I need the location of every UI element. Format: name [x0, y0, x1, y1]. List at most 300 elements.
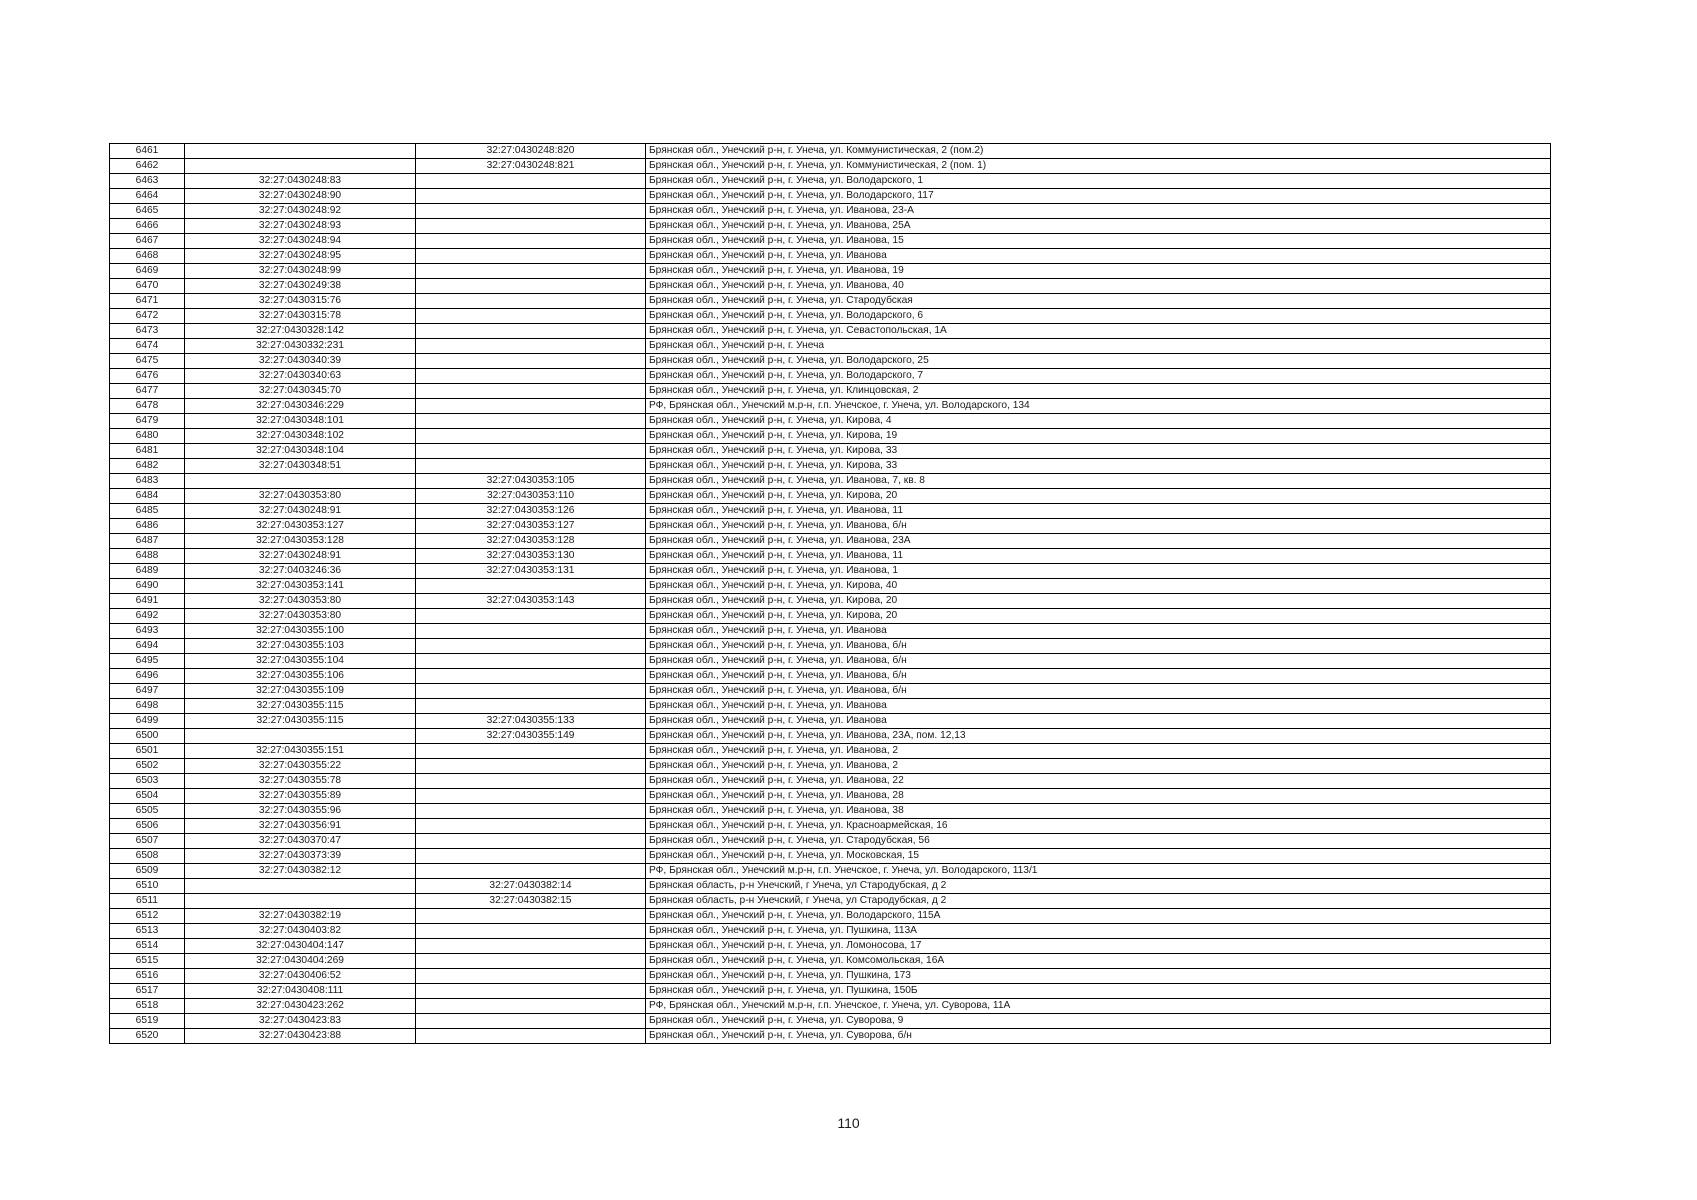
related-cadastral-number-cell: 32:27:0430248:821: [416, 159, 646, 174]
cadastral-number-cell: 32:27:0430353:141: [185, 579, 416, 594]
address-cell: Брянская обл., Унечский р-н, г. Унеча, ул. Стародубская: [646, 294, 1551, 309]
address-cell: Брянская обл., Унечский р-н, г. Унеча, ул. Пушкина, 150Б: [646, 984, 1551, 999]
address-cell: Брянская обл., Унечский р-н, г. Унеча, ул. Суворова, 9: [646, 1014, 1551, 1029]
table-row: [110, 804, 1551, 819]
related-cadastral-number-cell: 32:27:0430353:143: [416, 594, 646, 609]
row-number-cell: 6472: [110, 309, 185, 324]
row-number-cell: 6513: [110, 924, 185, 939]
related-cadastral-number-cell: 32:27:0430353:127: [416, 519, 646, 534]
related-cadastral-number-cell: [416, 909, 646, 924]
table-row: [110, 174, 1551, 189]
table-row: [110, 684, 1551, 699]
row-number-cell: 6486: [110, 519, 185, 534]
row-number-cell: 6518: [110, 999, 185, 1014]
related-cadastral-number-cell: [416, 459, 646, 474]
cadastral-number-cell: 32:27:0430248:83: [185, 174, 416, 189]
related-cadastral-number-cell: [416, 1014, 646, 1029]
related-cadastral-number-cell: [416, 954, 646, 969]
address-cell: Брянская обл., Унечский р-н, г. Унеча, ул. Севастопольская, 1А: [646, 324, 1551, 339]
address-cell: Брянская обл., Унечский р-н, г. Унеча, ул. Коммунистическая, 2 (пом. 1): [646, 159, 1551, 174]
table-row: [110, 324, 1551, 339]
address-cell: Брянская обл., Унечский р-н, г. Унеча, ул. Иванова: [646, 624, 1551, 639]
related-cadastral-number-cell: [416, 639, 646, 654]
cadastral-number-cell: 32:27:0430403:82: [185, 924, 416, 939]
address-cell: Брянская обл., Унечский р-н, г. Унеча, ул. Иванова, 7, кв. 8: [646, 474, 1551, 489]
table-row: [110, 669, 1551, 684]
row-number-cell: 6467: [110, 234, 185, 249]
table-row: [110, 204, 1551, 219]
cadastral-number-cell: 32:27:0430348:104: [185, 444, 416, 459]
row-number-cell: 6489: [110, 564, 185, 579]
related-cadastral-number-cell: [416, 219, 646, 234]
row-number-cell: 6509: [110, 864, 185, 879]
related-cadastral-number-cell: [416, 384, 646, 399]
row-number-cell: 6463: [110, 174, 185, 189]
address-cell: Брянская обл., Унечский р-н, г. Унеча, ул. Стародубская, 56: [646, 834, 1551, 849]
row-number-cell: 6473: [110, 324, 185, 339]
related-cadastral-number-cell: [416, 684, 646, 699]
address-cell: Брянская обл., Унечский р-н, г. Унеча, ул. Иванова, 2: [646, 744, 1551, 759]
cadastral-number-cell: 32:27:0430248:95: [185, 249, 416, 264]
cadastral-number-cell: 32:27:0430373:39: [185, 849, 416, 864]
table-row: [110, 429, 1551, 444]
row-number-cell: 6498: [110, 699, 185, 714]
table-row: [110, 489, 1551, 504]
table-row: [110, 549, 1551, 564]
cadastral-number-cell: 32:27:0430353:80: [185, 609, 416, 624]
row-number-cell: 6517: [110, 984, 185, 999]
table-row: [110, 714, 1551, 729]
related-cadastral-number-cell: [416, 789, 646, 804]
cadastral-number-cell: [185, 159, 416, 174]
related-cadastral-number-cell: 32:27:0430353:105: [416, 474, 646, 489]
related-cadastral-number-cell: [416, 654, 646, 669]
cadastral-number-cell: 32:27:0430249:38: [185, 279, 416, 294]
cadastral-number-cell: 32:27:0430370:47: [185, 834, 416, 849]
row-number-cell: 6469: [110, 264, 185, 279]
table-row: [110, 894, 1551, 909]
row-number-cell: 6495: [110, 654, 185, 669]
table-row: [110, 654, 1551, 669]
row-number-cell: 6511: [110, 894, 185, 909]
address-cell: Брянская обл., Унечский р-н, г. Унеча, ул. Иванова: [646, 714, 1551, 729]
cadastral-number-cell: 32:27:0430355:22: [185, 759, 416, 774]
address-cell: Брянская обл., Унечский р-н, г. Унеча, ул. Иванова, 11: [646, 504, 1551, 519]
row-number-cell: 6519: [110, 1014, 185, 1029]
cadastral-number-cell: 32:27:0430346:229: [185, 399, 416, 414]
related-cadastral-number-cell: [416, 744, 646, 759]
address-cell: Брянская обл., Унечский р-н, г. Унеча, ул. Володарского, 117: [646, 189, 1551, 204]
row-number-cell: 6488: [110, 549, 185, 564]
cadastral-number-cell: 32:27:0430355:103: [185, 639, 416, 654]
related-cadastral-number-cell: [416, 234, 646, 249]
table-row: [110, 579, 1551, 594]
related-cadastral-number-cell: [416, 819, 646, 834]
row-number-cell: 6516: [110, 969, 185, 984]
cadastral-number-cell: 32:27:0430404:147: [185, 939, 416, 954]
related-cadastral-number-cell: [416, 759, 646, 774]
row-number-cell: 6481: [110, 444, 185, 459]
related-cadastral-number-cell: 32:27:0430355:149: [416, 729, 646, 744]
related-cadastral-number-cell: 32:27:0430353:126: [416, 504, 646, 519]
cadastral-number-cell: 32:27:0430355:109: [185, 684, 416, 699]
cadastral-number-cell: 32:27:0430353:80: [185, 594, 416, 609]
registry-table-body: [110, 144, 1551, 1044]
cadastral-number-cell: 32:27:0430248:90: [185, 189, 416, 204]
table-row: [110, 984, 1551, 999]
related-cadastral-number-cell: [416, 399, 646, 414]
address-cell: Брянская обл., Унечский р-н, г. Унеча, ул. Иванова, б/н: [646, 684, 1551, 699]
address-cell: Брянская обл., Унечский р-н, г. Унеча, ул. Иванова: [646, 249, 1551, 264]
address-cell: Брянская обл., Унечский р-н, г. Унеча, ул. Кирова, 20: [646, 609, 1551, 624]
related-cadastral-number-cell: [416, 774, 646, 789]
cadastral-number-cell: 32:27:0430355:115: [185, 699, 416, 714]
table-row: [110, 159, 1551, 174]
related-cadastral-number-cell: 32:27:0430355:133: [416, 714, 646, 729]
row-number-cell: 6479: [110, 414, 185, 429]
related-cadastral-number-cell: [416, 264, 646, 279]
row-number-cell: 6512: [110, 909, 185, 924]
related-cadastral-number-cell: [416, 924, 646, 939]
address-cell: Брянская обл., Унечский р-н, г. Унеча, ул. Иванова, 11: [646, 549, 1551, 564]
related-cadastral-number-cell: [416, 429, 646, 444]
cadastral-number-cell: 32:27:0430332:231: [185, 339, 416, 354]
row-number-cell: 6471: [110, 294, 185, 309]
table-row: [110, 834, 1551, 849]
table-row: [110, 1029, 1551, 1044]
related-cadastral-number-cell: [416, 339, 646, 354]
table-row: [110, 744, 1551, 759]
cadastral-number-cell: 32:27:0430382:12: [185, 864, 416, 879]
address-cell: РФ, Брянская обл., Унечский м.р-н, г.п. Унечское, г. Унеча, ул. Володарского, 113/1: [646, 864, 1551, 879]
address-cell: Брянская обл., Унечский р-н, г. Унеча, ул. Ломоносова, 17: [646, 939, 1551, 954]
address-cell: РФ, Брянская обл., Унечский м.р-н, г.п. Унечское, г. Унеча, ул. Володарского, 134: [646, 399, 1551, 414]
cadastral-number-cell: 32:27:0430404:269: [185, 954, 416, 969]
address-cell: Брянская обл., Унечский р-н, г. Унеча, ул. Иванова, 22: [646, 774, 1551, 789]
address-cell: Брянская обл., Унечский р-н, г. Унеча, ул. Иванова, 15: [646, 234, 1551, 249]
address-cell: Брянская обл., Унечский р-н, г. Унеча: [646, 339, 1551, 354]
cadastral-number-cell: 32:27:0430315:76: [185, 294, 416, 309]
row-number-cell: 6515: [110, 954, 185, 969]
table-row: [110, 444, 1551, 459]
address-cell: Брянская обл., Унечский р-н, г. Унеча, ул. Володарского, 6: [646, 309, 1551, 324]
row-number-cell: 6520: [110, 1029, 185, 1044]
table-row: [110, 624, 1551, 639]
table-row: [110, 699, 1551, 714]
related-cadastral-number-cell: [416, 1029, 646, 1044]
row-number-cell: 6490: [110, 579, 185, 594]
address-cell: Брянская обл., Унечский р-н, г. Унеча, ул. Кирова, 33: [646, 459, 1551, 474]
address-cell: Брянская обл., Унечский р-н, г. Унеча, ул. Иванова, 1: [646, 564, 1551, 579]
row-number-cell: 6508: [110, 849, 185, 864]
row-number-cell: 6464: [110, 189, 185, 204]
cadastral-number-cell: 32:27:0430353:128: [185, 534, 416, 549]
table-row: [110, 399, 1551, 414]
row-number-cell: 6465: [110, 204, 185, 219]
row-number-cell: 6461: [110, 144, 185, 159]
cadastral-number-cell: [185, 894, 416, 909]
related-cadastral-number-cell: [416, 849, 646, 864]
cadastral-number-cell: 32:27:0430353:80: [185, 489, 416, 504]
row-number-cell: 6470: [110, 279, 185, 294]
table-row: [110, 189, 1551, 204]
address-cell: Брянская область, р-н Унечский, г Унеча, ул Стародубская, д 2: [646, 879, 1551, 894]
address-cell: Брянская обл., Унечский р-н, г. Унеча, ул. Иванова: [646, 699, 1551, 714]
row-number-cell: 6503: [110, 774, 185, 789]
address-cell: Брянская обл., Унечский р-н, г. Унеча, ул. Володарского, 25: [646, 354, 1551, 369]
related-cadastral-number-cell: [416, 609, 646, 624]
related-cadastral-number-cell: 32:27:0430248:820: [416, 144, 646, 159]
row-number-cell: 6507: [110, 834, 185, 849]
row-number-cell: 6504: [110, 789, 185, 804]
related-cadastral-number-cell: [416, 174, 646, 189]
table-row: [110, 789, 1551, 804]
related-cadastral-number-cell: 32:27:0430353:130: [416, 549, 646, 564]
table-row: [110, 519, 1551, 534]
cadastral-number-cell: 32:27:0430348:101: [185, 414, 416, 429]
cadastral-number-cell: 32:27:0430340:63: [185, 369, 416, 384]
address-cell: Брянская обл., Унечский р-н, г. Унеча, ул. Кирова, 40: [646, 579, 1551, 594]
table-row: [110, 249, 1551, 264]
cadastral-number-cell: 32:27:0430355:115: [185, 714, 416, 729]
cadastral-number-cell: 32:27:0430248:92: [185, 204, 416, 219]
cadastral-number-cell: 32:27:0430423:83: [185, 1014, 416, 1029]
table-row: [110, 954, 1551, 969]
row-number-cell: 6497: [110, 684, 185, 699]
address-cell: Брянская обл., Унечский р-н, г. Унеча, ул. Иванова, 23А, пом. 12,13: [646, 729, 1551, 744]
related-cadastral-number-cell: [416, 354, 646, 369]
cadastral-number-cell: 32:27:0430315:78: [185, 309, 416, 324]
cadastral-number-cell: 32:27:0430248:91: [185, 549, 416, 564]
cadastral-number-cell: 32:27:0430355:151: [185, 744, 416, 759]
address-cell: Брянская обл., Унечский р-н, г. Унеча, ул. Иванова, б/н: [646, 519, 1551, 534]
row-number-cell: 6502: [110, 759, 185, 774]
related-cadastral-number-cell: [416, 834, 646, 849]
row-number-cell: 6474: [110, 339, 185, 354]
table-row: [110, 759, 1551, 774]
related-cadastral-number-cell: [416, 309, 646, 324]
row-number-cell: 6480: [110, 429, 185, 444]
address-cell: Брянская обл., Унечский р-н, г. Унеча, ул. Иванова, 19: [646, 264, 1551, 279]
address-cell: Брянская обл., Унечский р-н, г. Унеча, ул. Кирова, 20: [646, 594, 1551, 609]
cadastral-number-cell: 32:27:0430355:78: [185, 774, 416, 789]
row-number-cell: 6462: [110, 159, 185, 174]
cadastral-number-cell: 32:27:0430356:91: [185, 819, 416, 834]
related-cadastral-number-cell: 32:27:0430353:131: [416, 564, 646, 579]
table-row: [110, 279, 1551, 294]
table-row: [110, 384, 1551, 399]
address-cell: Брянская обл., Унечский р-н, г. Унеча, ул. Иванова, 38: [646, 804, 1551, 819]
table-row: [110, 864, 1551, 879]
related-cadastral-number-cell: [416, 369, 646, 384]
table-row: [110, 849, 1551, 864]
cadastral-number-cell: 32:27:0430423:262: [185, 999, 416, 1014]
cadastral-number-cell: 32:27:0430345:70: [185, 384, 416, 399]
table-row: [110, 639, 1551, 654]
related-cadastral-number-cell: [416, 624, 646, 639]
address-cell: Брянская обл., Унечский р-н, г. Унеча, ул. Коммунистическая, 2 (пом.2): [646, 144, 1551, 159]
table-row: [110, 504, 1551, 519]
related-cadastral-number-cell: [416, 669, 646, 684]
address-cell: Брянская обл., Унечский р-н, г. Унеча, ул. Иванова, 23-А: [646, 204, 1551, 219]
related-cadastral-number-cell: [416, 699, 646, 714]
address-cell: Брянская обл., Унечский р-н, г. Унеча, ул. Кирова, 19: [646, 429, 1551, 444]
row-number-cell: 6499: [110, 714, 185, 729]
cadastral-number-cell: 32:27:0430353:127: [185, 519, 416, 534]
cadastral-number-cell: 32:27:0430248:99: [185, 264, 416, 279]
table-row: [110, 309, 1551, 324]
related-cadastral-number-cell: 32:27:0430382:15: [416, 894, 646, 909]
related-cadastral-number-cell: [416, 414, 646, 429]
address-cell: Брянская обл., Унечский р-н, г. Унеча, ул. Володарского, 1: [646, 174, 1551, 189]
cadastral-number-cell: 32:27:0430423:88: [185, 1029, 416, 1044]
row-number-cell: 6482: [110, 459, 185, 474]
table-row: [110, 234, 1551, 249]
table-row: [110, 144, 1551, 159]
cadastral-number-cell: 32:27:0430348:51: [185, 459, 416, 474]
table-row: [110, 294, 1551, 309]
cadastral-number-cell: [185, 474, 416, 489]
row-number-cell: 6483: [110, 474, 185, 489]
related-cadastral-number-cell: [416, 249, 646, 264]
related-cadastral-number-cell: [416, 579, 646, 594]
related-cadastral-number-cell: 32:27:0430353:110: [416, 489, 646, 504]
related-cadastral-number-cell: [416, 279, 646, 294]
cadastral-number-cell: [185, 879, 416, 894]
address-cell: Брянская обл., Унечский р-н, г. Унеча, ул. Иванова, 28: [646, 789, 1551, 804]
cadastral-number-cell: 32:27:0430355:89: [185, 789, 416, 804]
row-number-cell: 6485: [110, 504, 185, 519]
table-row: [110, 369, 1551, 384]
related-cadastral-number-cell: [416, 189, 646, 204]
row-number-cell: 6492: [110, 609, 185, 624]
cadastral-number-cell: 32:27:0430382:19: [185, 909, 416, 924]
table-row: [110, 909, 1551, 924]
related-cadastral-number-cell: [416, 324, 646, 339]
address-cell: Брянская обл., Унечский р-н, г. Унеча, ул. Клинцовская, 2: [646, 384, 1551, 399]
table-row: [110, 819, 1551, 834]
related-cadastral-number-cell: [416, 939, 646, 954]
address-cell: Брянская обл., Унечский р-н, г. Унеча, ул. Пушкина, 173: [646, 969, 1551, 984]
row-number-cell: 6466: [110, 219, 185, 234]
address-cell: Брянская обл., Унечский р-н, г. Унеча, ул. Кирова, 33: [646, 444, 1551, 459]
table-row: [110, 219, 1551, 234]
table-row: [110, 969, 1551, 984]
address-cell: Брянская обл., Унечский р-н, г. Унеча, ул. Пушкина, 113А: [646, 924, 1551, 939]
table-row: [110, 879, 1551, 894]
cadastral-number-cell: 32:27:0430355:104: [185, 654, 416, 669]
address-cell: Брянская обл., Унечский р-н, г. Унеча, ул. Володарского, 7: [646, 369, 1551, 384]
table-row: [110, 939, 1551, 954]
row-number-cell: 6491: [110, 594, 185, 609]
table-row: [110, 729, 1551, 744]
related-cadastral-number-cell: [416, 999, 646, 1014]
cadastral-number-cell: 32:27:0430340:39: [185, 354, 416, 369]
address-cell: Брянская обл., Унечский р-н, г. Унеча, ул. Иванова, 23А: [646, 534, 1551, 549]
cadastral-number-cell: 32:27:0430408:111: [185, 984, 416, 999]
cadastral-number-cell: 32:27:0430348:102: [185, 429, 416, 444]
related-cadastral-number-cell: 32:27:0430382:14: [416, 879, 646, 894]
row-number-cell: 6494: [110, 639, 185, 654]
table-row: [110, 534, 1551, 549]
row-number-cell: 6510: [110, 879, 185, 894]
cadastral-number-cell: 32:27:0430406:52: [185, 969, 416, 984]
row-number-cell: 6477: [110, 384, 185, 399]
page-number: 110: [837, 1115, 860, 1131]
cadastral-number-cell: 32:27:0403246:36: [185, 564, 416, 579]
table-row: [110, 564, 1551, 579]
table-row: [110, 414, 1551, 429]
related-cadastral-number-cell: [416, 444, 646, 459]
registry-table: [109, 143, 1551, 1044]
address-cell: Брянская обл., Унечский р-н, г. Унеча, ул. Иванова, 40: [646, 279, 1551, 294]
row-number-cell: 6484: [110, 489, 185, 504]
address-cell: Брянская обл., Унечский р-н, г. Унеча, ул. Володарского, 115А: [646, 909, 1551, 924]
cadastral-number-cell: 32:27:0430355:106: [185, 669, 416, 684]
cadastral-number-cell: 32:27:0430248:91: [185, 504, 416, 519]
table-row: [110, 264, 1551, 279]
cadastral-number-cell: 32:27:0430355:100: [185, 624, 416, 639]
related-cadastral-number-cell: [416, 969, 646, 984]
cadastral-number-cell: 32:27:0430248:93: [185, 219, 416, 234]
address-cell: Брянская обл., Унечский р-н, г. Унеча, ул. Московская, 15: [646, 849, 1551, 864]
related-cadastral-number-cell: [416, 804, 646, 819]
cadastral-number-cell: 32:27:0430355:96: [185, 804, 416, 819]
address-cell: Брянская обл., Унечский р-н, г. Унеча, ул. Иванова, 25А: [646, 219, 1551, 234]
table-row: [110, 1014, 1551, 1029]
table-row: [110, 999, 1551, 1014]
address-cell: РФ, Брянская обл., Унечский м.р-н, г.п. Унечское, г. Унеча, ул. Суворова, 11А: [646, 999, 1551, 1014]
table-row: [110, 609, 1551, 624]
table-row: [110, 774, 1551, 789]
row-number-cell: 6506: [110, 819, 185, 834]
related-cadastral-number-cell: [416, 204, 646, 219]
table-row: [110, 594, 1551, 609]
table-row: [110, 354, 1551, 369]
related-cadastral-number-cell: [416, 984, 646, 999]
row-number-cell: 6505: [110, 804, 185, 819]
cadastral-number-cell: 32:27:0430248:94: [185, 234, 416, 249]
row-number-cell: 6468: [110, 249, 185, 264]
row-number-cell: 6496: [110, 669, 185, 684]
related-cadastral-number-cell: [416, 294, 646, 309]
row-number-cell: 6487: [110, 534, 185, 549]
address-cell: Брянская область, р-н Унечский, г Унеча, ул Стародубская, д 2: [646, 894, 1551, 909]
row-number-cell: 6476: [110, 369, 185, 384]
address-cell: Брянская обл., Унечский р-н, г. Унеча, ул. Кирова, 20: [646, 489, 1551, 504]
address-cell: Брянская обл., Унечский р-н, г. Унеча, ул. Кирова, 4: [646, 414, 1551, 429]
related-cadastral-number-cell: [416, 864, 646, 879]
address-cell: Брянская обл., Унечский р-н, г. Унеча, ул. Иванова, б/н: [646, 639, 1551, 654]
table-row: [110, 459, 1551, 474]
cadastral-number-cell: 32:27:0430328:142: [185, 324, 416, 339]
address-cell: Брянская обл., Унечский р-н, г. Унеча, ул. Иванова, б/н: [646, 654, 1551, 669]
related-cadastral-number-cell: 32:27:0430353:128: [416, 534, 646, 549]
row-number-cell: 6493: [110, 624, 185, 639]
address-cell: Брянская обл., Унечский р-н, г. Унеча, ул. Иванова, 2: [646, 759, 1551, 774]
table-row: [110, 339, 1551, 354]
address-cell: Брянская обл., Унечский р-н, г. Унеча, ул. Суворова, б/н: [646, 1029, 1551, 1044]
address-cell: Брянская обл., Унечский р-н, г. Унеча, ул. Красноармейская, 16: [646, 819, 1551, 834]
cadastral-number-cell: [185, 144, 416, 159]
address-cell: Брянская обл., Унечский р-н, г. Унеча, ул. Иванова, б/н: [646, 669, 1551, 684]
row-number-cell: 6478: [110, 399, 185, 414]
row-number-cell: 6514: [110, 939, 185, 954]
table-row: [110, 924, 1551, 939]
table-row: [110, 474, 1551, 489]
address-cell: Брянская обл., Унечский р-н, г. Унеча, ул. Комсомольская, 16А: [646, 954, 1551, 969]
row-number-cell: 6500: [110, 729, 185, 744]
